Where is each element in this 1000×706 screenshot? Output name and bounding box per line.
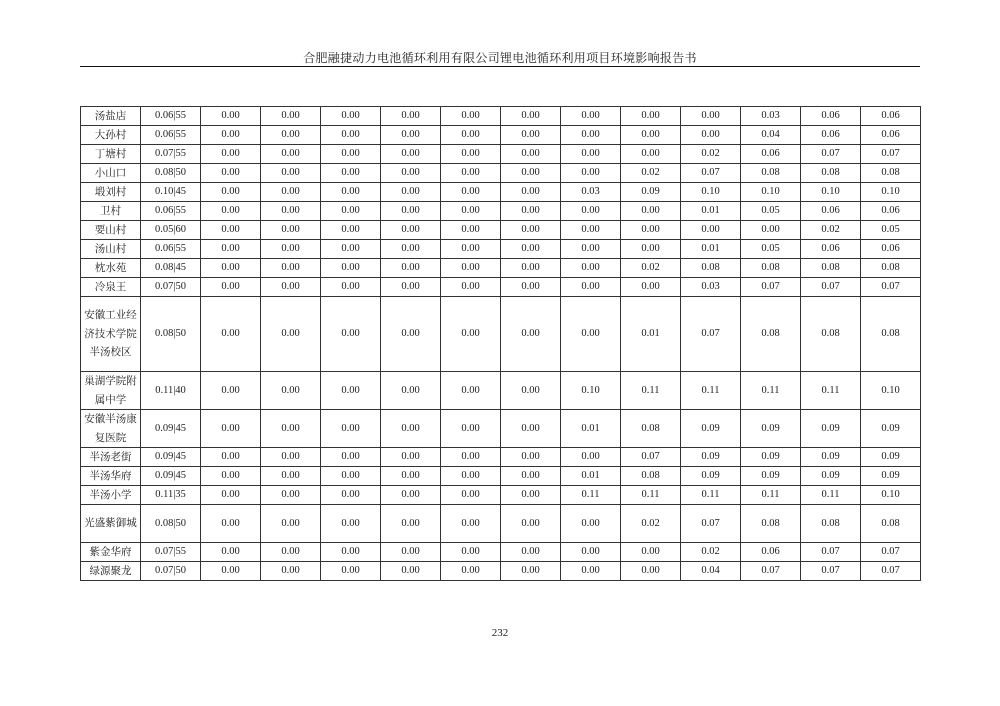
table-row	[81, 410, 921, 448]
location-name-cell: 绿源聚龙	[81, 562, 141, 581]
value-cell: 0.10	[741, 183, 801, 202]
value-cell: 0.01	[681, 240, 741, 259]
value-cell: 0.08	[861, 297, 921, 372]
value-cell: 0.00	[561, 126, 621, 145]
value-cell: 0.00	[261, 562, 321, 581]
value-cell: 0.00	[321, 410, 381, 448]
value-cell: 0.00	[501, 164, 561, 183]
value-cell: 0.00	[261, 448, 321, 467]
location-name-cell: 半汤华府	[81, 467, 141, 486]
value-cell: 0.02	[681, 145, 741, 164]
value-cell: 0.06	[861, 202, 921, 221]
value-cell: 0.00	[501, 372, 561, 410]
value-cell: 0.09	[861, 448, 921, 467]
value-cell: 0.03	[681, 278, 741, 297]
value-cell: 0.10	[801, 183, 861, 202]
value-cell: 0.00	[621, 221, 681, 240]
value-cell: 0.00	[501, 278, 561, 297]
value-cell: 0.00	[381, 543, 441, 562]
value-cell: 0.00	[561, 164, 621, 183]
value-cell: 0.00	[201, 562, 261, 581]
value-cell: 0.07	[621, 448, 681, 467]
value-cell: 0.04	[681, 562, 741, 581]
max-value-distance-cell: 0.09|45	[141, 448, 201, 467]
value-cell: 0.00	[201, 202, 261, 221]
value-cell: 0.00	[201, 259, 261, 278]
location-name-cell: 要山村	[81, 221, 141, 240]
value-cell: 0.02	[621, 164, 681, 183]
value-cell: 0.00	[501, 467, 561, 486]
location-name-cell: 卫村	[81, 202, 141, 221]
table-row	[81, 562, 921, 581]
value-cell: 0.00	[321, 486, 381, 505]
value-cell: 0.00	[381, 107, 441, 126]
value-cell: 0.00	[381, 145, 441, 164]
value-cell: 0.10	[861, 486, 921, 505]
value-cell: 0.00	[501, 562, 561, 581]
value-cell: 0.08	[741, 505, 801, 543]
value-cell: 0.07	[861, 562, 921, 581]
value-cell: 0.00	[441, 240, 501, 259]
value-cell: 0.07	[681, 297, 741, 372]
table-row	[81, 259, 921, 278]
max-value-distance-cell: 0.07|50	[141, 278, 201, 297]
value-cell: 0.00	[201, 126, 261, 145]
value-cell: 0.00	[441, 202, 501, 221]
value-cell: 0.00	[201, 467, 261, 486]
value-cell: 0.00	[321, 107, 381, 126]
value-cell: 0.08	[621, 410, 681, 448]
value-cell: 0.00	[201, 221, 261, 240]
value-cell: 0.06	[801, 126, 861, 145]
location-name-cell: 大孙村	[81, 126, 141, 145]
value-cell: 0.07	[801, 562, 861, 581]
value-cell: 0.06	[861, 240, 921, 259]
value-cell: 0.10	[861, 183, 921, 202]
value-cell: 0.00	[261, 164, 321, 183]
location-name-cell: 枕水苑	[81, 259, 141, 278]
location-name-cell: 丁塘村	[81, 145, 141, 164]
value-cell: 0.00	[381, 278, 441, 297]
value-cell: 0.11	[561, 486, 621, 505]
location-name-cell: 塅刘村	[81, 183, 141, 202]
table-row	[81, 297, 921, 372]
value-cell: 0.09	[861, 467, 921, 486]
value-cell: 0.00	[561, 562, 621, 581]
table-row	[81, 543, 921, 562]
value-cell: 0.00	[201, 486, 261, 505]
value-cell: 0.00	[621, 240, 681, 259]
value-cell: 0.00	[321, 221, 381, 240]
value-cell: 0.06	[801, 202, 861, 221]
value-cell: 0.00	[501, 297, 561, 372]
value-cell: 0.08	[801, 505, 861, 543]
value-cell: 0.01	[561, 410, 621, 448]
max-value-distance-cell: 0.08|50	[141, 164, 201, 183]
max-value-distance-cell: 0.07|55	[141, 543, 201, 562]
value-cell: 0.00	[261, 467, 321, 486]
value-cell: 0.00	[441, 145, 501, 164]
value-cell: 0.00	[501, 410, 561, 448]
table-row	[81, 202, 921, 221]
value-cell: 0.00	[201, 240, 261, 259]
value-cell: 0.08	[741, 259, 801, 278]
max-value-distance-cell: 0.09|45	[141, 467, 201, 486]
max-value-distance-cell: 0.10|45	[141, 183, 201, 202]
value-cell: 0.00	[381, 164, 441, 183]
value-cell: 0.00	[561, 107, 621, 126]
value-cell: 0.07	[681, 505, 741, 543]
value-cell: 0.00	[621, 562, 681, 581]
value-cell: 0.08	[801, 164, 861, 183]
value-cell: 0.06	[741, 543, 801, 562]
value-cell: 0.00	[321, 448, 381, 467]
value-cell: 0.00	[381, 126, 441, 145]
value-cell: 0.07	[801, 543, 861, 562]
value-cell: 0.00	[261, 240, 321, 259]
value-cell: 0.00	[381, 448, 441, 467]
value-cell: 0.09	[681, 410, 741, 448]
value-cell: 0.00	[501, 126, 561, 145]
value-cell: 0.00	[441, 448, 501, 467]
value-cell: 0.07	[801, 145, 861, 164]
table-row	[81, 448, 921, 467]
value-cell: 0.00	[501, 448, 561, 467]
max-value-distance-cell: 0.05|60	[141, 221, 201, 240]
value-cell: 0.00	[501, 221, 561, 240]
value-cell: 0.09	[801, 448, 861, 467]
value-cell: 0.00	[381, 410, 441, 448]
table-row	[81, 221, 921, 240]
value-cell: 0.08	[621, 467, 681, 486]
value-cell: 0.00	[741, 221, 801, 240]
value-cell: 0.00	[441, 107, 501, 126]
table-row	[81, 278, 921, 297]
value-cell: 0.00	[261, 410, 321, 448]
max-value-distance-cell: 0.07|55	[141, 145, 201, 164]
value-cell: 0.00	[261, 183, 321, 202]
value-cell: 0.07	[801, 278, 861, 297]
value-cell: 0.00	[321, 467, 381, 486]
value-cell: 0.02	[801, 221, 861, 240]
table-row	[81, 505, 921, 543]
value-cell: 0.00	[561, 259, 621, 278]
value-cell: 0.08	[741, 297, 801, 372]
value-cell: 0.07	[861, 278, 921, 297]
location-name-cell: 巢湖学院附属中学	[81, 372, 141, 410]
value-cell: 0.11	[621, 372, 681, 410]
location-name-cell: 光盛紫御城	[81, 505, 141, 543]
value-cell: 0.00	[501, 543, 561, 562]
value-cell: 0.00	[201, 372, 261, 410]
value-cell: 0.09	[741, 467, 801, 486]
value-cell: 0.00	[561, 278, 621, 297]
value-cell: 0.00	[201, 505, 261, 543]
value-cell: 0.00	[381, 467, 441, 486]
value-cell: 0.09	[741, 410, 801, 448]
value-cell: 0.00	[381, 221, 441, 240]
value-cell: 0.00	[261, 278, 321, 297]
value-cell: 0.00	[441, 278, 501, 297]
value-cell: 0.07	[741, 278, 801, 297]
table-body	[81, 107, 921, 581]
value-cell: 0.00	[441, 505, 501, 543]
value-cell: 0.09	[621, 183, 681, 202]
table-row	[81, 164, 921, 183]
value-cell: 0.00	[501, 240, 561, 259]
value-cell: 0.00	[261, 259, 321, 278]
value-cell: 0.00	[201, 145, 261, 164]
value-cell: 0.01	[561, 467, 621, 486]
location-name-cell: 半汤老街	[81, 448, 141, 467]
value-cell: 0.00	[381, 297, 441, 372]
value-cell: 0.00	[381, 372, 441, 410]
location-name-cell: 半汤小学	[81, 486, 141, 505]
table-row	[81, 486, 921, 505]
value-cell: 0.09	[681, 467, 741, 486]
value-cell: 0.00	[261, 126, 321, 145]
location-name-cell: 冷泉王	[81, 278, 141, 297]
table-row	[81, 240, 921, 259]
value-cell: 0.00	[201, 543, 261, 562]
table-row	[81, 107, 921, 126]
max-value-distance-cell: 0.06|55	[141, 126, 201, 145]
value-cell: 0.11	[801, 486, 861, 505]
value-cell: 0.11	[681, 486, 741, 505]
value-cell: 0.00	[201, 183, 261, 202]
value-cell: 0.08	[801, 297, 861, 372]
max-value-distance-cell: 0.11|35	[141, 486, 201, 505]
value-cell: 0.03	[561, 183, 621, 202]
value-cell: 0.05	[741, 240, 801, 259]
value-cell: 0.01	[681, 202, 741, 221]
value-cell: 0.00	[261, 543, 321, 562]
value-cell: 0.00	[261, 486, 321, 505]
value-cell: 0.00	[321, 562, 381, 581]
value-cell: 0.00	[261, 221, 321, 240]
value-cell: 0.06	[801, 240, 861, 259]
value-cell: 0.00	[321, 240, 381, 259]
max-value-distance-cell: 0.11|40	[141, 372, 201, 410]
value-cell: 0.00	[621, 543, 681, 562]
value-cell: 0.00	[561, 505, 621, 543]
value-cell: 0.00	[501, 145, 561, 164]
value-cell: 0.00	[561, 240, 621, 259]
location-name-cell: 汤盐店	[81, 107, 141, 126]
value-cell: 0.00	[321, 259, 381, 278]
value-cell: 0.00	[561, 543, 621, 562]
value-cell: 0.06	[741, 145, 801, 164]
value-cell: 0.09	[801, 467, 861, 486]
value-cell: 0.00	[261, 145, 321, 164]
value-cell: 0.00	[261, 202, 321, 221]
value-cell: 0.00	[201, 297, 261, 372]
value-cell: 0.08	[681, 259, 741, 278]
location-name-cell: 安徽半汤康复医院	[81, 410, 141, 448]
value-cell: 0.00	[381, 183, 441, 202]
value-cell: 0.10	[861, 372, 921, 410]
value-cell: 0.08	[861, 164, 921, 183]
value-cell: 0.00	[441, 126, 501, 145]
max-value-distance-cell: 0.06|55	[141, 107, 201, 126]
location-name-cell: 小山口	[81, 164, 141, 183]
value-cell: 0.09	[801, 410, 861, 448]
value-cell: 0.11	[741, 486, 801, 505]
max-value-distance-cell: 0.06|55	[141, 202, 201, 221]
concentration-table	[80, 106, 921, 581]
value-cell: 0.00	[321, 278, 381, 297]
value-cell: 0.00	[501, 486, 561, 505]
value-cell: 0.07	[681, 164, 741, 183]
value-cell: 0.00	[321, 126, 381, 145]
value-cell: 0.11	[621, 486, 681, 505]
value-cell: 0.10	[561, 372, 621, 410]
value-cell: 0.09	[861, 410, 921, 448]
value-cell: 0.00	[321, 543, 381, 562]
value-cell: 0.11	[681, 372, 741, 410]
value-cell: 0.00	[261, 372, 321, 410]
value-cell: 0.00	[441, 183, 501, 202]
value-cell: 0.00	[381, 505, 441, 543]
value-cell: 0.00	[441, 562, 501, 581]
table-row	[81, 372, 921, 410]
location-name-cell: 汤山村	[81, 240, 141, 259]
document-header-title: 合肥融捷动力电池循环利用有限公司锂电池循环利用项目环境影响报告书	[303, 51, 697, 65]
max-value-distance-cell: 0.08|50	[141, 297, 201, 372]
value-cell: 0.00	[501, 183, 561, 202]
value-cell: 0.00	[621, 107, 681, 126]
value-cell: 0.00	[261, 107, 321, 126]
value-cell: 0.00	[441, 543, 501, 562]
value-cell: 0.08	[861, 259, 921, 278]
value-cell: 0.02	[681, 543, 741, 562]
value-cell: 0.04	[741, 126, 801, 145]
value-cell: 0.00	[441, 486, 501, 505]
value-cell: 0.08	[801, 259, 861, 278]
value-cell: 0.08	[741, 164, 801, 183]
value-cell: 0.00	[621, 145, 681, 164]
value-cell: 0.05	[741, 202, 801, 221]
table-row	[81, 467, 921, 486]
value-cell: 0.00	[441, 372, 501, 410]
value-cell: 0.00	[201, 278, 261, 297]
value-cell: 0.00	[681, 221, 741, 240]
table-row	[81, 183, 921, 202]
value-cell: 0.00	[201, 164, 261, 183]
location-name-cell: 安徽工业经济技术学院半汤校区	[81, 297, 141, 372]
value-cell: 0.00	[201, 448, 261, 467]
value-cell: 0.07	[861, 145, 921, 164]
value-cell: 0.00	[621, 126, 681, 145]
max-value-distance-cell: 0.08|50	[141, 505, 201, 543]
value-cell: 0.00	[441, 297, 501, 372]
value-cell: 0.00	[681, 126, 741, 145]
value-cell: 0.00	[561, 448, 621, 467]
value-cell: 0.00	[201, 107, 261, 126]
value-cell: 0.09	[681, 448, 741, 467]
value-cell: 0.00	[501, 202, 561, 221]
value-cell: 0.06	[861, 107, 921, 126]
value-cell: 0.00	[561, 221, 621, 240]
value-cell: 0.03	[741, 107, 801, 126]
value-cell: 0.09	[741, 448, 801, 467]
header-divider	[80, 66, 920, 67]
value-cell: 0.01	[621, 297, 681, 372]
value-cell: 0.00	[261, 297, 321, 372]
value-cell: 0.00	[261, 505, 321, 543]
value-cell: 0.00	[201, 410, 261, 448]
value-cell: 0.00	[381, 259, 441, 278]
table-row	[81, 126, 921, 145]
value-cell: 0.00	[321, 372, 381, 410]
value-cell: 0.10	[681, 183, 741, 202]
max-value-distance-cell: 0.06|55	[141, 240, 201, 259]
value-cell: 0.00	[501, 505, 561, 543]
max-value-distance-cell: 0.07|50	[141, 562, 201, 581]
value-cell: 0.00	[441, 164, 501, 183]
value-cell: 0.00	[441, 221, 501, 240]
value-cell: 0.00	[681, 107, 741, 126]
value-cell: 0.07	[741, 562, 801, 581]
value-cell: 0.00	[321, 145, 381, 164]
value-cell: 0.08	[861, 505, 921, 543]
value-cell: 0.05	[861, 221, 921, 240]
value-cell: 0.00	[561, 145, 621, 164]
value-cell: 0.00	[321, 183, 381, 202]
value-cell: 0.00	[441, 467, 501, 486]
value-cell: 0.00	[381, 202, 441, 221]
value-cell: 0.00	[501, 259, 561, 278]
value-cell: 0.06	[801, 107, 861, 126]
value-cell: 0.02	[621, 259, 681, 278]
value-cell: 0.00	[321, 505, 381, 543]
value-cell: 0.02	[621, 505, 681, 543]
value-cell: 0.00	[441, 410, 501, 448]
value-cell: 0.06	[861, 126, 921, 145]
table-row	[81, 145, 921, 164]
value-cell: 0.00	[501, 107, 561, 126]
value-cell: 0.07	[861, 543, 921, 562]
value-cell: 0.00	[321, 297, 381, 372]
value-cell: 0.00	[621, 278, 681, 297]
value-cell: 0.00	[561, 297, 621, 372]
value-cell: 0.00	[381, 562, 441, 581]
value-cell: 0.00	[561, 202, 621, 221]
value-cell: 0.00	[381, 486, 441, 505]
value-cell: 0.00	[381, 240, 441, 259]
value-cell: 0.00	[321, 202, 381, 221]
value-cell: 0.11	[741, 372, 801, 410]
page-number: 232	[491, 627, 509, 639]
value-cell: 0.00	[441, 259, 501, 278]
max-value-distance-cell: 0.08|45	[141, 259, 201, 278]
location-name-cell: 紫金华府	[81, 543, 141, 562]
max-value-distance-cell: 0.09|45	[141, 410, 201, 448]
value-cell: 0.00	[621, 202, 681, 221]
value-cell: 0.00	[321, 164, 381, 183]
value-cell: 0.11	[801, 372, 861, 410]
